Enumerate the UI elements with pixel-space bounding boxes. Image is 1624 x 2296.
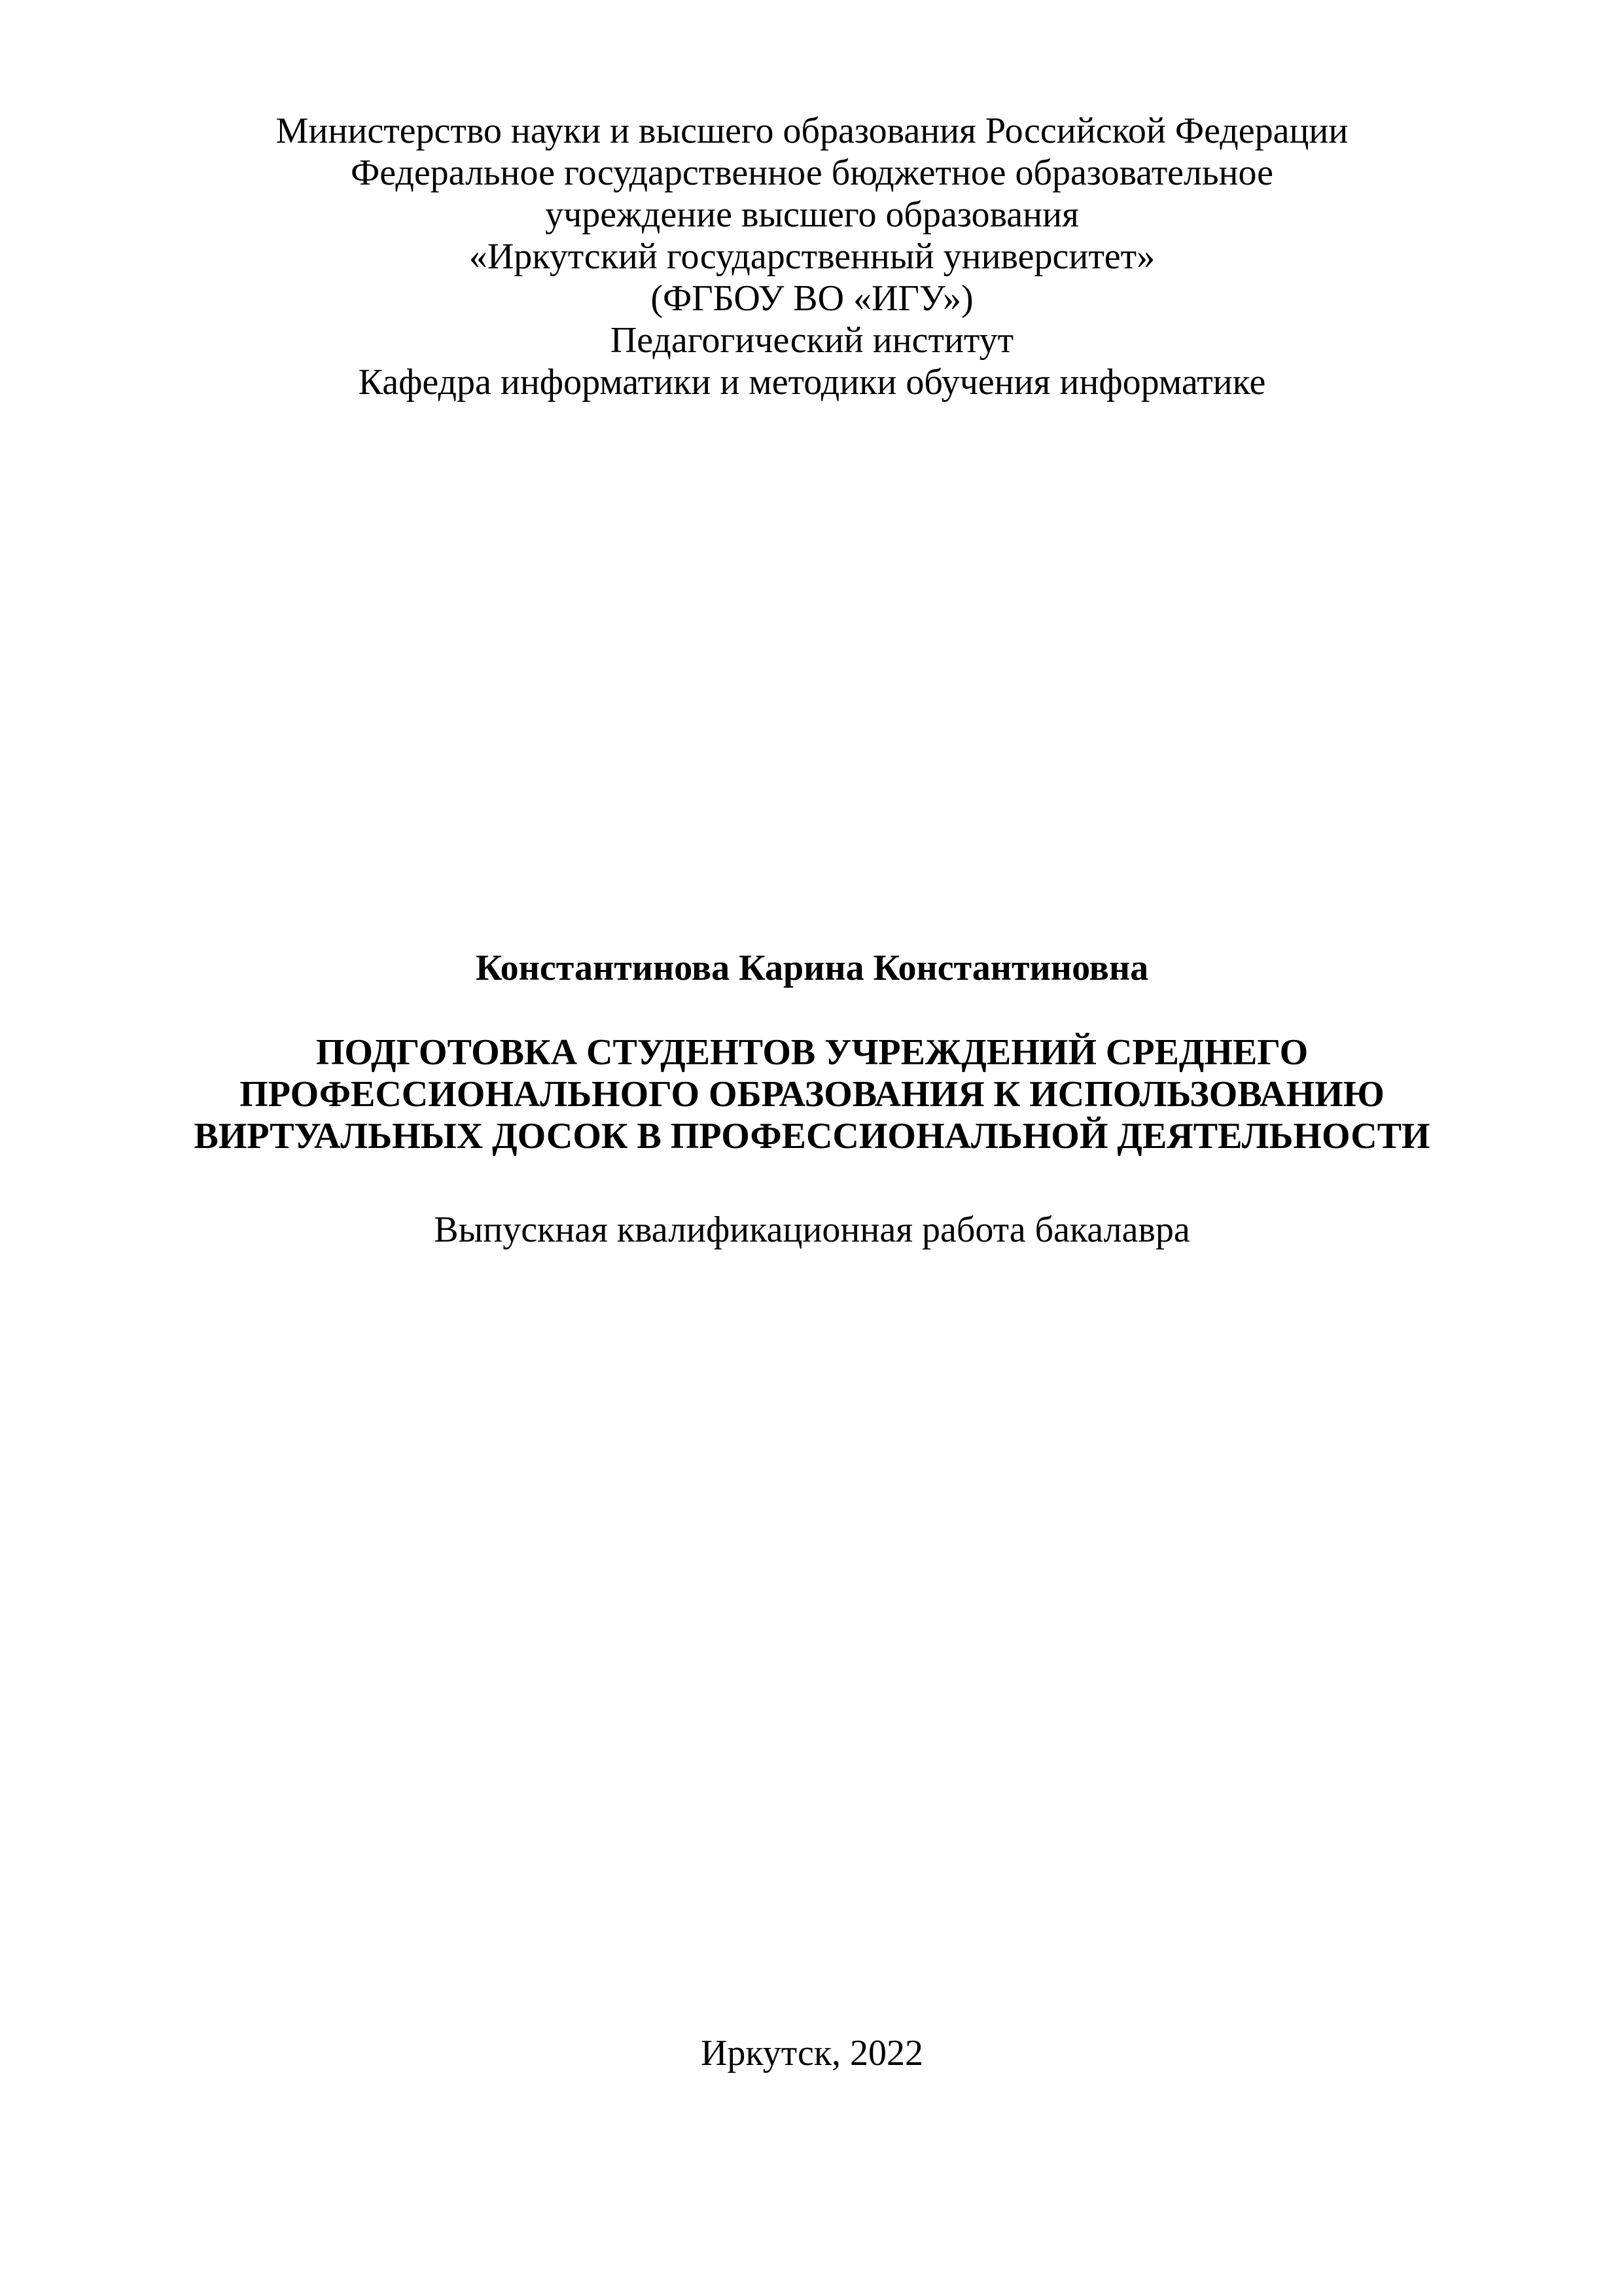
thesis-title-line: ПОДГОТОВКА СТУДЕНТОВ УЧРЕЖДЕНИЙ СРЕДНЕГО xyxy=(315,1032,1309,1073)
thesis-title-line: ВИРТУАЛЬНЫХ ДОСОК В ПРОФЕССИОНАЛЬНОЙ ДЕЯТЕЛЬНОСТИ xyxy=(194,1116,1430,1157)
institution-header xyxy=(0,110,1624,403)
ministry-line: Министерство науки и высшего образования Российской Федерации xyxy=(275,111,1349,151)
university-name: «Иркутский государственный университет» xyxy=(468,236,1156,277)
institute-name: Педагогический институт xyxy=(610,320,1014,361)
author-name: Константинова Карина Константиновна xyxy=(475,948,1149,988)
place-and-year: Иркутск, 2022 xyxy=(700,2033,924,2073)
thesis-title-line: ПРОФЕССИОНАЛЬНОГО ОБРАЗОВАНИЯ К ИСПОЛЬЗОВАНИЮ xyxy=(239,1074,1385,1115)
work-type: Выпускная квалификационная работа бакалавра xyxy=(434,1210,1190,1250)
institution-type-line-2: учреждение высшего образования xyxy=(545,194,1079,235)
university-abbreviation: (ФГБОУ ВО «ИГУ») xyxy=(650,278,974,319)
department-name: Кафедра информатики и методики обучения информатике xyxy=(358,362,1266,403)
thesis-title xyxy=(0,1031,1624,1157)
institution-type-line: Федеральное государственное бюджетное образовательное xyxy=(350,152,1274,193)
